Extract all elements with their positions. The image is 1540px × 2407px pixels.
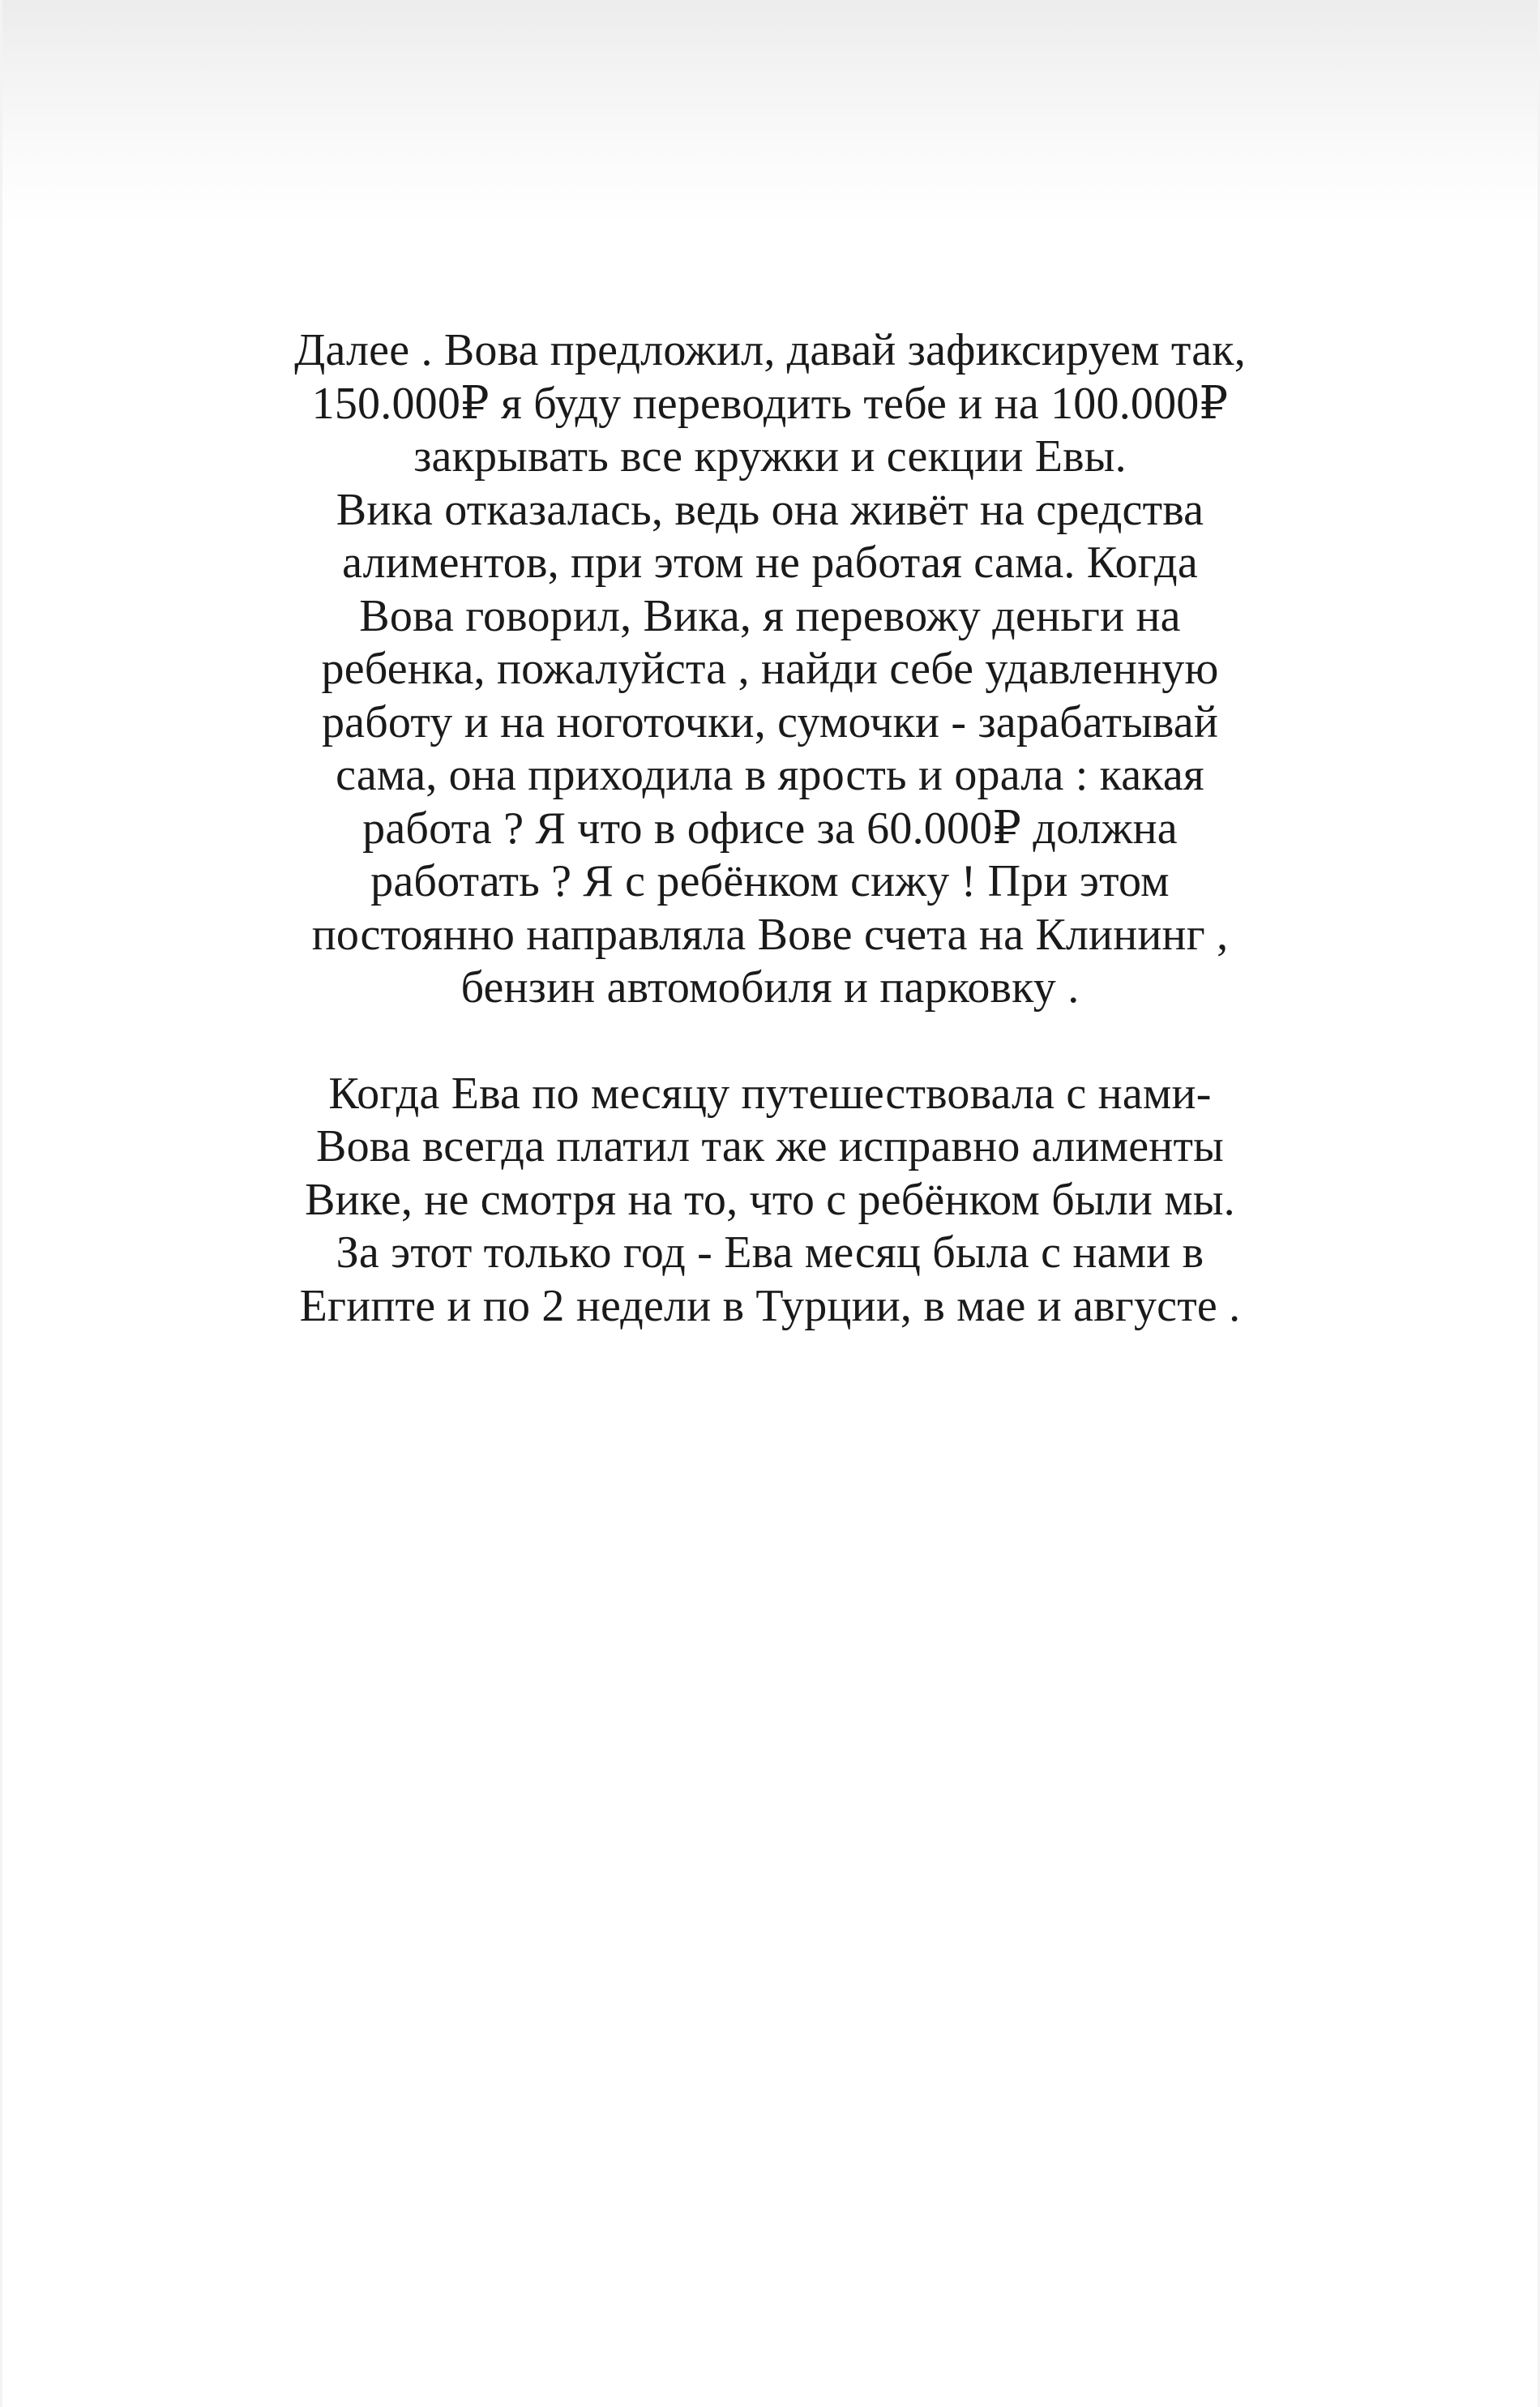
paragraph-2 — [81, 1068, 1459, 1334]
text-line: работа ? Я что в офисе за 60.000₽ должна — [362, 803, 1178, 854]
text-line: закрывать все кружки и секции Евы. — [413, 431, 1127, 482]
text-line: работать ? Я с ребёнком сижу ! При этом — [370, 856, 1170, 906]
text-line: Египте и по 2 недели в Турции, в мае и августе . — [299, 1280, 1241, 1331]
text-line: ребенка, пожалуйста , найди себе удавленную — [321, 644, 1219, 694]
text-line: Вика отказалась, ведь она живёт на средства — [336, 484, 1204, 535]
text-line: 150.000₽ я буду переводить тебе и на 100.000₽ — [311, 378, 1229, 429]
text-line: Вова всегда платил так же исправно алименты — [316, 1121, 1224, 1171]
text-line: сама, она приходила в ярость и орала : какая — [336, 750, 1204, 800]
story-text-block — [81, 324, 1459, 1333]
text-line: Далее . Вова предложил, давай зафиксируем так, — [294, 325, 1246, 375]
text-line: За этот только год - Ева месяц была с нами в — [336, 1227, 1204, 1278]
text-line: бензин автомобиля и парковку . — [460, 962, 1080, 1013]
text-line: Вова говорил, Вика, я перевожу деньги на — [359, 590, 1181, 641]
left-edge — [0, 0, 2, 2407]
text-line: работу и на ноготочки, сумочки - зарабатывай — [321, 696, 1219, 747]
top-gradient-overlay — [0, 0, 1540, 227]
text-line: алиментов, при этом не работая сама. Когда — [342, 538, 1198, 588]
paragraph-1 — [81, 324, 1459, 1015]
text-line: постоянно направляла Вове счета на Клининг , — [311, 909, 1229, 960]
text-line: Когда Ева по месяцу путешествовала с нами- — [328, 1068, 1212, 1119]
text-line: Вике, не смотря на то, что с ребёнком были мы. — [305, 1174, 1235, 1225]
